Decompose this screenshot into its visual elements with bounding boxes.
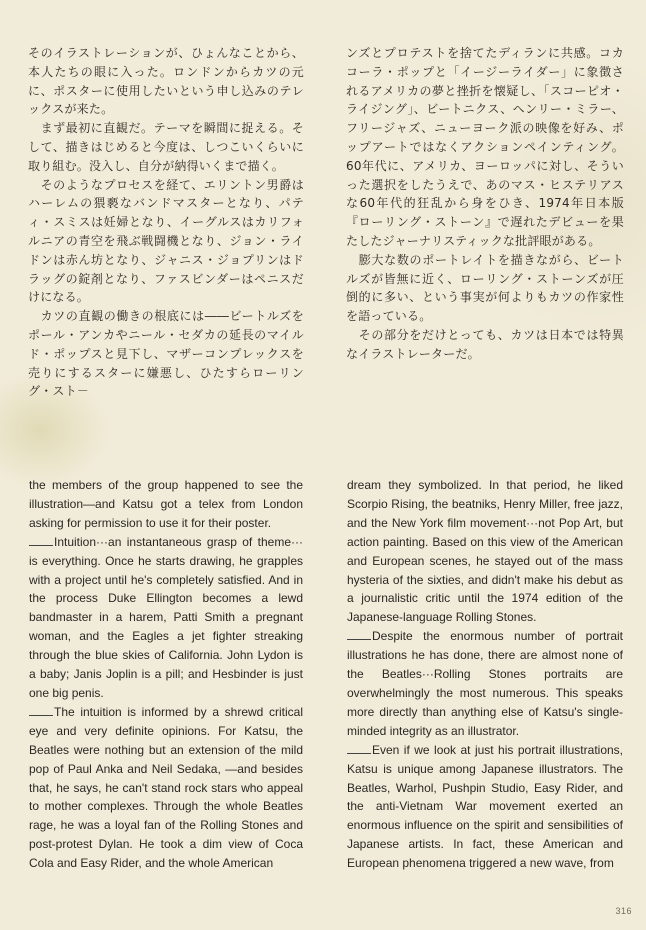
jp-paragraph	[346, 251, 624, 326]
indent-rule	[29, 536, 53, 546]
jp-paragraph	[28, 176, 304, 308]
en-paragraph	[29, 533, 303, 703]
en-paragraph: dream they symbolized. In that period, he liked Scorpio Rising, the beatniks, Henry Miller, free jazz, and the New York film movement···not Pop Art, but action painting. Based on this view of the American and European scenes, he stayed out of the mass hysteria of the sixties, and didn't make his debut as a journalistic critic until the 1974 edition of the Japanese-language Rolling Stones.	[347, 478, 623, 625]
jp-paragraph	[28, 119, 304, 175]
en-paragraph-text: Despite the enormous number of portrait illustrations he has done, there are almost none of the Beatles···Rolling Stones portraits are overwhelmingly the most numerous. This speaks more directly than anything else of Katsu's single-minded integrity as an illustrator.	[347, 629, 623, 738]
jp-paragraph-text: そのようなプロセスを経て、エリントン男爵はハーレムの猥褻なバンドマスターとなり、パティ・スミスは妊婦となり、イーグルスはカリフォルニアの青空を飛ぶ戦闘機となり、ジョン・ライドンは赤ん坊となり、ジャニス・ジョプリンはドラッグの錠剤となり、ファスビンダーはペニスだけになる。	[28, 177, 304, 305]
indent-rule	[29, 706, 53, 716]
japanese-column-right	[346, 44, 624, 364]
indent-rule	[347, 744, 371, 754]
english-column-right	[347, 476, 623, 873]
jp-paragraph: ンズとプロテストを捨てたディランに共感。コカコーラ・ポップと「イージーライダー」に象徴されるアメリカの夢と挫折を懐疑し、「スコーピオ・ライジング」、ビートニクス、ヘンリー・ミラー、フリージャズ、ニューヨーク派の映像を好み、ポップアートではなくアクションペインティング。60年代に、アメリカ、ヨーロッパに対し、そういった選択をしたうえで、あのマス・ヒステリアスな60年代的狂乱から身をひき、1974年日本版『ローリング・ストーン』で遅れたデビューを果たしたジャーナリスティックな批評眼がある。	[346, 46, 624, 248]
english-column-left	[29, 476, 303, 873]
jp-paragraph-text: カツの直観の働きの根底には――ビートルズをポール・アンカやニール・セダカの延長のマイルド・ポップスと見下し、マザーコンプレックスを売りにするスターに嫌悪し、ひたすらローリング・スト－	[28, 309, 304, 399]
jp-paragraph	[28, 307, 304, 401]
en-paragraph	[29, 703, 303, 873]
en-paragraph-text: Intuition···an instantaneous grasp of theme··· is everything. Once he starts drawing, he grapples with a project until he's completely satisfied. And in the process Duke Ellington becomes a lewd bandmaster in a harem, Patti Smith a pregnant woman, and the Eagles a jet fighter streaking through the blue skies of California. John Lydon is a baby; Janis Joplin is a pill; and Hesbinder is just one big penis.	[29, 534, 303, 700]
page-number: 316	[615, 906, 632, 916]
en-paragraph-text: The intuition is informed by a shrewd critical eye and very definite opinions. For Katsu, the Beatles were nothing but an extension of the mild pop of Paul Anka and Neil Sedaka, —and besides that, he says, he can't stand rock stars who appeal to mother complexes. Through the whole Beatles rage, he was a loyal fan of the Rolling Stones and post-protest Dylan. He took a dim view of Coca Cola and Easy Rider, and the whole American	[29, 704, 303, 871]
jp-paragraph: そのイラストレーションが、ひょんなことから、本人たちの眼に入った。ロンドンからカツの元に、ポスターに使用したいという申し込みのテレックスが来た。	[28, 46, 304, 117]
jp-paragraph-text: 膨大な数のポートレイトを描きながら、ビートルズが皆無に近く、ローリング・ストーンズが圧倒的に多い、という事実が何よりもカツの作家性を語っている。	[346, 252, 625, 324]
en-paragraph-text: Even if we look at just his portrait illustrations, Katsu is unique among Japanese illustrators. The Beatles, Warhol, Pushpin Studio, Easy Rider, and the anti-Vietnam War movement exerted an enormous influence on the spirit and sensibilities of Japanese artists. In fact, these American and European phenomena triggered a new wave, from	[347, 742, 623, 871]
jp-paragraph-text: その部分をだけとっても、カツは日本では特異なイラストレーターだ。	[346, 327, 624, 361]
indent-rule	[347, 630, 371, 640]
en-paragraph: the members of the group happened to see the illustration—and Katsu got a telex from London asking for permission to use it for their poster.	[29, 478, 303, 530]
jp-paragraph	[346, 326, 624, 364]
en-paragraph	[347, 741, 623, 873]
jp-paragraph-text: まず最初に直観だ。テーマを瞬間に捉える。そして、描きはじめると今度は、しつこいくらいに取り組む。没入し、自分が納得いくまで描く。	[28, 121, 304, 173]
japanese-column-left	[28, 44, 304, 401]
en-paragraph	[347, 627, 623, 740]
